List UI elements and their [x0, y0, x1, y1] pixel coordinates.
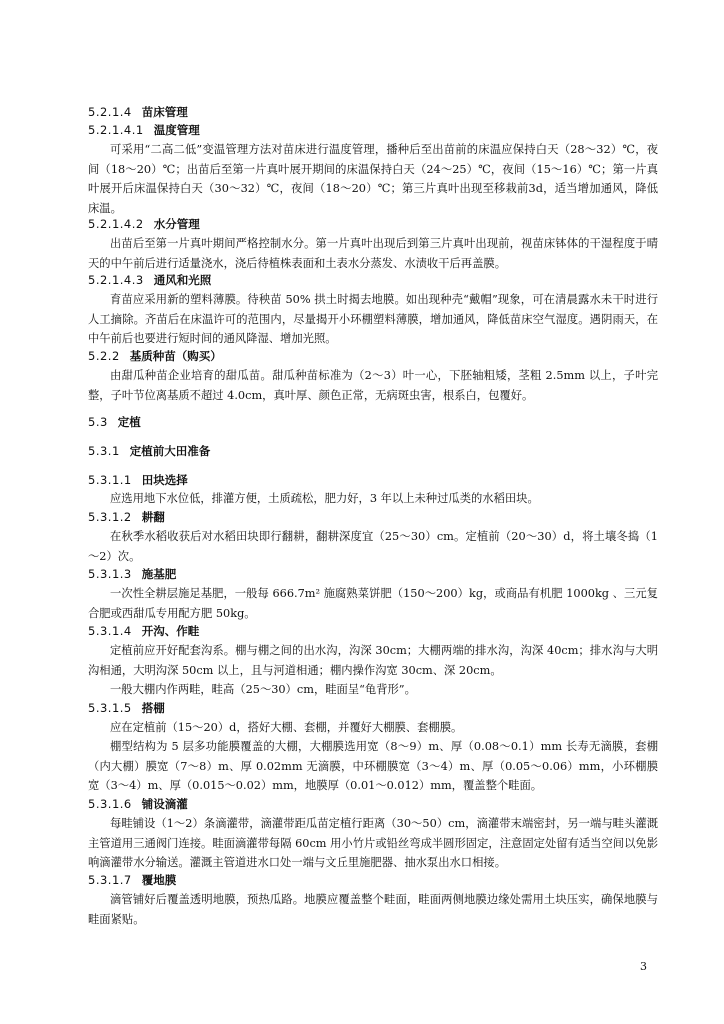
- paragraph-water: 出苗后至第一片真叶期间严格控制水分。第一片真叶出现后到第三片真叶出现前，视苗床钵体的干湿程度于晴天的中午前后进行适量浇水，浇后待植株表面和土表水分蒸发、水渍收干后再盖膜。: [88, 237, 658, 270]
- paragraph-mulch: 滴管铺好后覆盖透明地膜，预热瓜路。地膜应覆盖整个畦面，畦面两侧地膜边缘处需用土块压实，确保地膜与畦面紧贴。: [88, 893, 658, 926]
- heading-5-3-1-3: 5.3.1.3 施基肥: [88, 567, 177, 581]
- heading-5-3-1-4: 5.3.1.4 开沟、作畦: [88, 624, 200, 638]
- paragraph-plowing: 在秋季水稻收获后对水稻田块即行翻耕，翻耕深度宜（25～30）cm。定植前（20～30）d，将土壤冬捣（1～2）次。: [88, 530, 658, 563]
- heading-5-2-1-4-3: 5.2.1.4.3 通风和光照: [88, 273, 212, 287]
- page-number: 3: [640, 960, 647, 973]
- heading-5-2-1-4-2: 5.2.1.4.2 水分管理: [88, 217, 200, 231]
- paragraph-field-selection: 应选用地下水位低，排灌方便，土质疏松，肥力好，3 年以上未种过瓜类的水稻田块。: [110, 492, 539, 505]
- paragraph-shed-setup: 应在定植前（15～20）d，搭好大棚、套棚，并覆好大棚膜、套棚膜。: [110, 721, 463, 734]
- paragraph-drip-irrigation: 每畦铺设（1～2）条滴灌带，滴灌带距瓜苗定植行距离（30～50）cm，滴灌带末端密封，另一端与畦头灌溉主管道用三通阀门连接。畦面滴灌带每隔 60cm 用小竹片或铅丝弯成半圆形固定，注意固定处留有适当空间以免影响滴灌带水分输送。灌溉主管道进水口处一端与文丘里施肥器、抽水泵出水口相接。: [88, 817, 658, 870]
- heading-5-3-1: 5.3.1 定植前大田准备: [88, 444, 211, 458]
- paragraph-base-fertilizer: 一次性全耕层施足基肥，一般每 666.7m² 施腐熟菜饼肥（150～200）kg，或商品有机肥 1000kg 、三元复合肥或西甜瓜专用配方肥 50kg。: [88, 587, 658, 620]
- paragraph-temperature: 可采用“二高二低”变温管理方法对苗床进行温度管理，播种后至出苗前的床温应保持白天（28～32）℃，夜间（18～20）℃；出苗后至第一片真叶展开期间的床温保持白天（24～25）℃，夜间（15～16）℃；第一片真叶展开后床温保持白天（30～32）℃，夜间（18～20）℃；第三片真叶出现至移栽前3d，适当增加通风，降低床温。: [88, 143, 658, 215]
- paragraph-seedlings: 由甜瓜种苗企业培育的甜瓜苗。甜瓜种苗标准为（2～3）叶一心，下胚轴粗矮，茎粗 2.5mm 以上，子叶完整，子叶节位离基质不超过 4.0cm，真叶厚、颜色正常，无病斑虫害，根系白，包覆好。: [88, 369, 658, 402]
- heading-5-3-1-7: 5.3.1.7 覆地膜: [88, 873, 177, 887]
- heading-5-2-2: 5.2.2 基质种苗（购买）: [88, 349, 222, 363]
- heading-5-2-1-4: 5.2.1.4 苗床管理: [88, 105, 188, 119]
- heading-5-3-1-5: 5.3.1.5 搭棚: [88, 701, 165, 715]
- paragraph-shed-structure: 棚型结构为 5 层多功能膜覆盖的大棚，大棚膜选用宽（8～9）m、厚（0.08～0.1）mm 长寿无滴膜，套棚（内大棚）膜宽（7～8）m、厚 0.02mm 无滴膜，中环棚膜宽（3～4）m、厚（0.05～0.06）mm，小环棚膜宽（3～4）m、厚（0.015～0.02）mm，地膜厚（0.01～0.012）mm，覆盖整个畦面。: [88, 740, 658, 793]
- heading-5-3: 5.3 定植: [88, 415, 141, 429]
- heading-5-2-1-4-1: 5.2.1.4.1 温度管理: [88, 123, 200, 137]
- heading-5-3-1-1: 5.3.1.1 田块选择: [88, 473, 188, 487]
- heading-5-3-1-6: 5.3.1.6 铺设滴灌: [88, 797, 188, 811]
- heading-5-3-1-2: 5.3.1.2 耕翻: [88, 510, 165, 524]
- paragraph-ditching: 定植前应开好配套沟系。棚与棚之间的出水沟，沟深 30cm；大棚两端的排水沟，沟深 40cm；排水沟与大明沟相通，大明沟深 50cm 以上，且与河道相通；棚内操作沟宽 30cm、深 20cm。: [88, 644, 658, 677]
- paragraph-ventilation: 育苗应采用新的塑料薄膜。待秧苗 50% 拱土时揭去地膜。如出现种壳“戴帽”现象，可在清晨露水未干时进行人工摘除。齐苗后在床温许可的范围内，尽量揭开小环棚塑料薄膜，增加通风，降低苗床空气湿度。遇阴雨天，在中午前后也要进行短时间的通风降湿、增加光照。: [88, 293, 658, 346]
- paragraph-ridges: 一般大棚内作两畦，畦高（25～30）cm，畦面呈“龟背形”。: [110, 683, 416, 696]
